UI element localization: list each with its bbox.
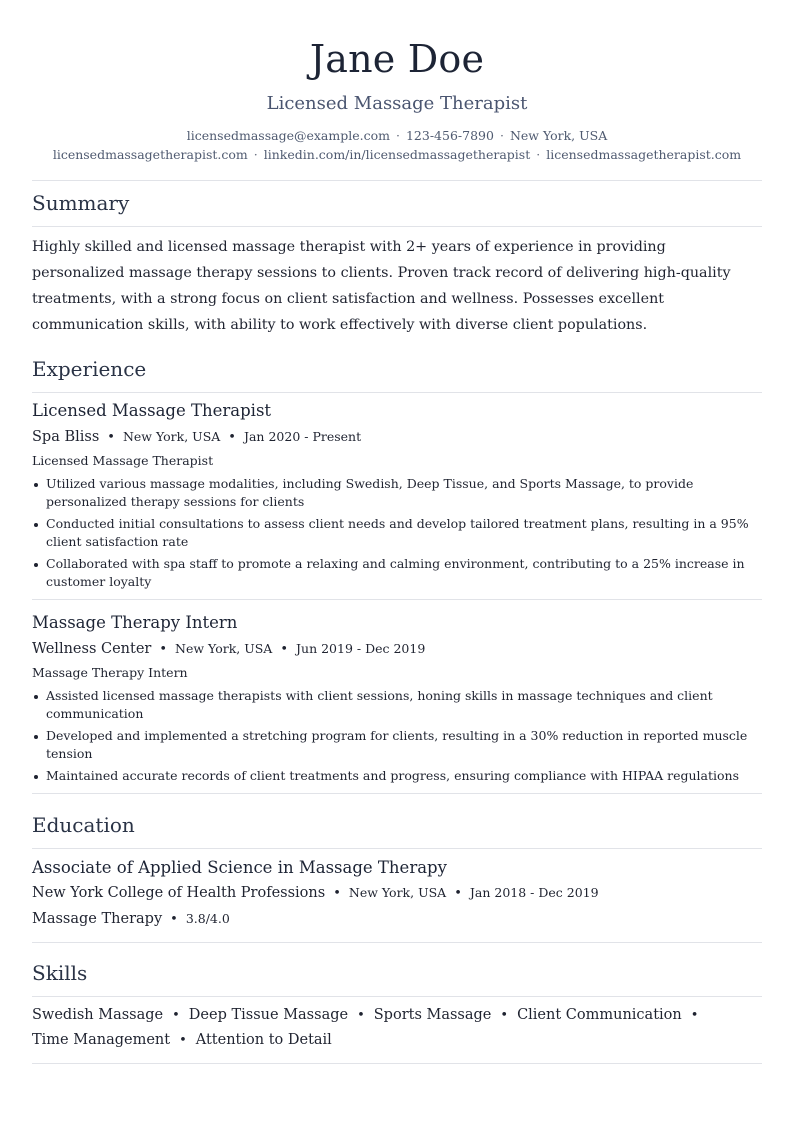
separator: · [536,147,541,162]
skill-item: Deep Tissue Massage [188,1007,349,1023]
skill-item: Attention to Detail [195,1032,332,1048]
gpa: 3.8/4.0 [185,911,230,926]
education-field-line [32,908,762,931]
education-dates: Jan 2018 - Dec 2019 [469,885,599,900]
contact-phone[interactable]: 123-456-7890 [405,128,494,143]
separator: • [280,642,289,657]
skills-heading: Skills [32,961,88,985]
divider [32,793,762,794]
job-bullets [32,475,762,591]
skill-item: Sports Massage [373,1007,492,1023]
list-item: Collaborated with spa staff to promote a relaxing and calming environment, contributing to a 25% increase in customer loyalty [32,555,762,591]
separator: · [395,128,400,143]
skills-line-2 [32,1028,762,1053]
contact-website[interactable]: licensedmassagetherapist.com [52,147,248,162]
job-role: Licensed Massage Therapist [32,401,272,420]
job-company: Spa Bliss [32,429,100,445]
job-location: New York, USA [122,429,221,444]
skills-line-1 [32,1003,762,1028]
job-role: Massage Therapy Intern [32,613,238,632]
contact-location: New York, USA [509,128,608,143]
divider [32,848,762,849]
separator: • [228,430,236,445]
field-of-study: Massage Therapy [32,911,163,927]
skill-item: Swedish Massage [32,1007,164,1023]
job-dates: Jun 2019 - Dec 2019 [296,641,426,656]
separator: • [172,1008,180,1023]
job-entry [32,612,762,785]
divider [32,392,762,393]
resume-header [32,0,762,164]
separator: • [170,912,178,927]
job-location: New York, USA [175,641,273,656]
list-item: Assisted licensed massage therapists with client sessions, honing skills in massage techniques and client communication [32,687,762,723]
summary-text: Highly skilled and licensed massage therapist with 2+ years of experience in providing personalized massage therapy sessions to clients. Proven track record of delivering high-quality treatments, with a strong focus on client satisfaction and wellness. Possesses excellent communication skills, with ability to work effectively with diverse client populations. [32,239,731,333]
list-item: Conducted initial consultations to assess client needs and develop tailored treatment plans, resulting in a 95% client satisfaction rate [32,515,762,551]
separator: • [179,1033,187,1048]
separator: · [253,147,258,162]
divider [32,942,762,943]
job-bullets [32,687,762,785]
separator: • [333,886,341,901]
list-item: Utilized various massage modalities, including Swedish, Deep Tissue, and Sports Massage, to provide personalized therapy sessions for clients [32,475,762,511]
summary-heading: Summary [32,191,130,215]
separator: • [454,886,462,901]
separator: • [690,1008,699,1023]
job-meta [32,426,762,449]
list-item: Developed and implemented a stretching program for clients, resulting in a 30% reduction in reported muscle tension [32,727,762,763]
job-meta [32,638,762,661]
divider [32,599,762,600]
experience-heading: Experience [32,357,147,381]
education-entry [32,857,762,931]
candidate-name: Jane Doe [309,37,485,81]
divider [32,1063,762,1064]
job-entry [32,400,762,591]
skill-item: Client Communication [517,1007,682,1023]
contact-line-2 [32,145,762,164]
separator: • [107,430,115,445]
contact-linkedin[interactable]: linkedin.com/in/licensedmassagetherapist [263,147,531,162]
education-heading: Education [32,813,135,837]
contact-line-1 [32,126,762,145]
candidate-title: Licensed Massage Therapist [266,93,528,114]
divider [32,996,762,997]
skill-item: Time Management [32,1032,171,1048]
separator: • [159,642,168,657]
education-meta [32,882,762,905]
list-item: Maintained accurate records of client treatments and progress, ensuring compliance with HIPAA regulations [32,767,762,785]
job-subtitle: Licensed Massage Therapist [32,453,214,468]
divider [32,180,762,181]
education-location: New York, USA [348,885,447,900]
separator: • [357,1008,365,1023]
separator: • [500,1008,509,1023]
skills-list [32,1003,762,1053]
job-dates: Jan 2020 - Present [243,429,362,444]
degree: Associate of Applied Science in Massage Therapy [32,858,447,877]
divider [32,226,762,227]
job-company: Wellness Center [32,641,152,657]
job-subtitle: Massage Therapy Intern [32,665,188,680]
school: New York College of Health Professions [32,885,326,901]
separator: · [499,128,504,143]
contact-email[interactable]: licensedmassage@example.com [186,128,390,143]
contact-portfolio[interactable]: licensedmassagetherapist.com [546,147,742,162]
